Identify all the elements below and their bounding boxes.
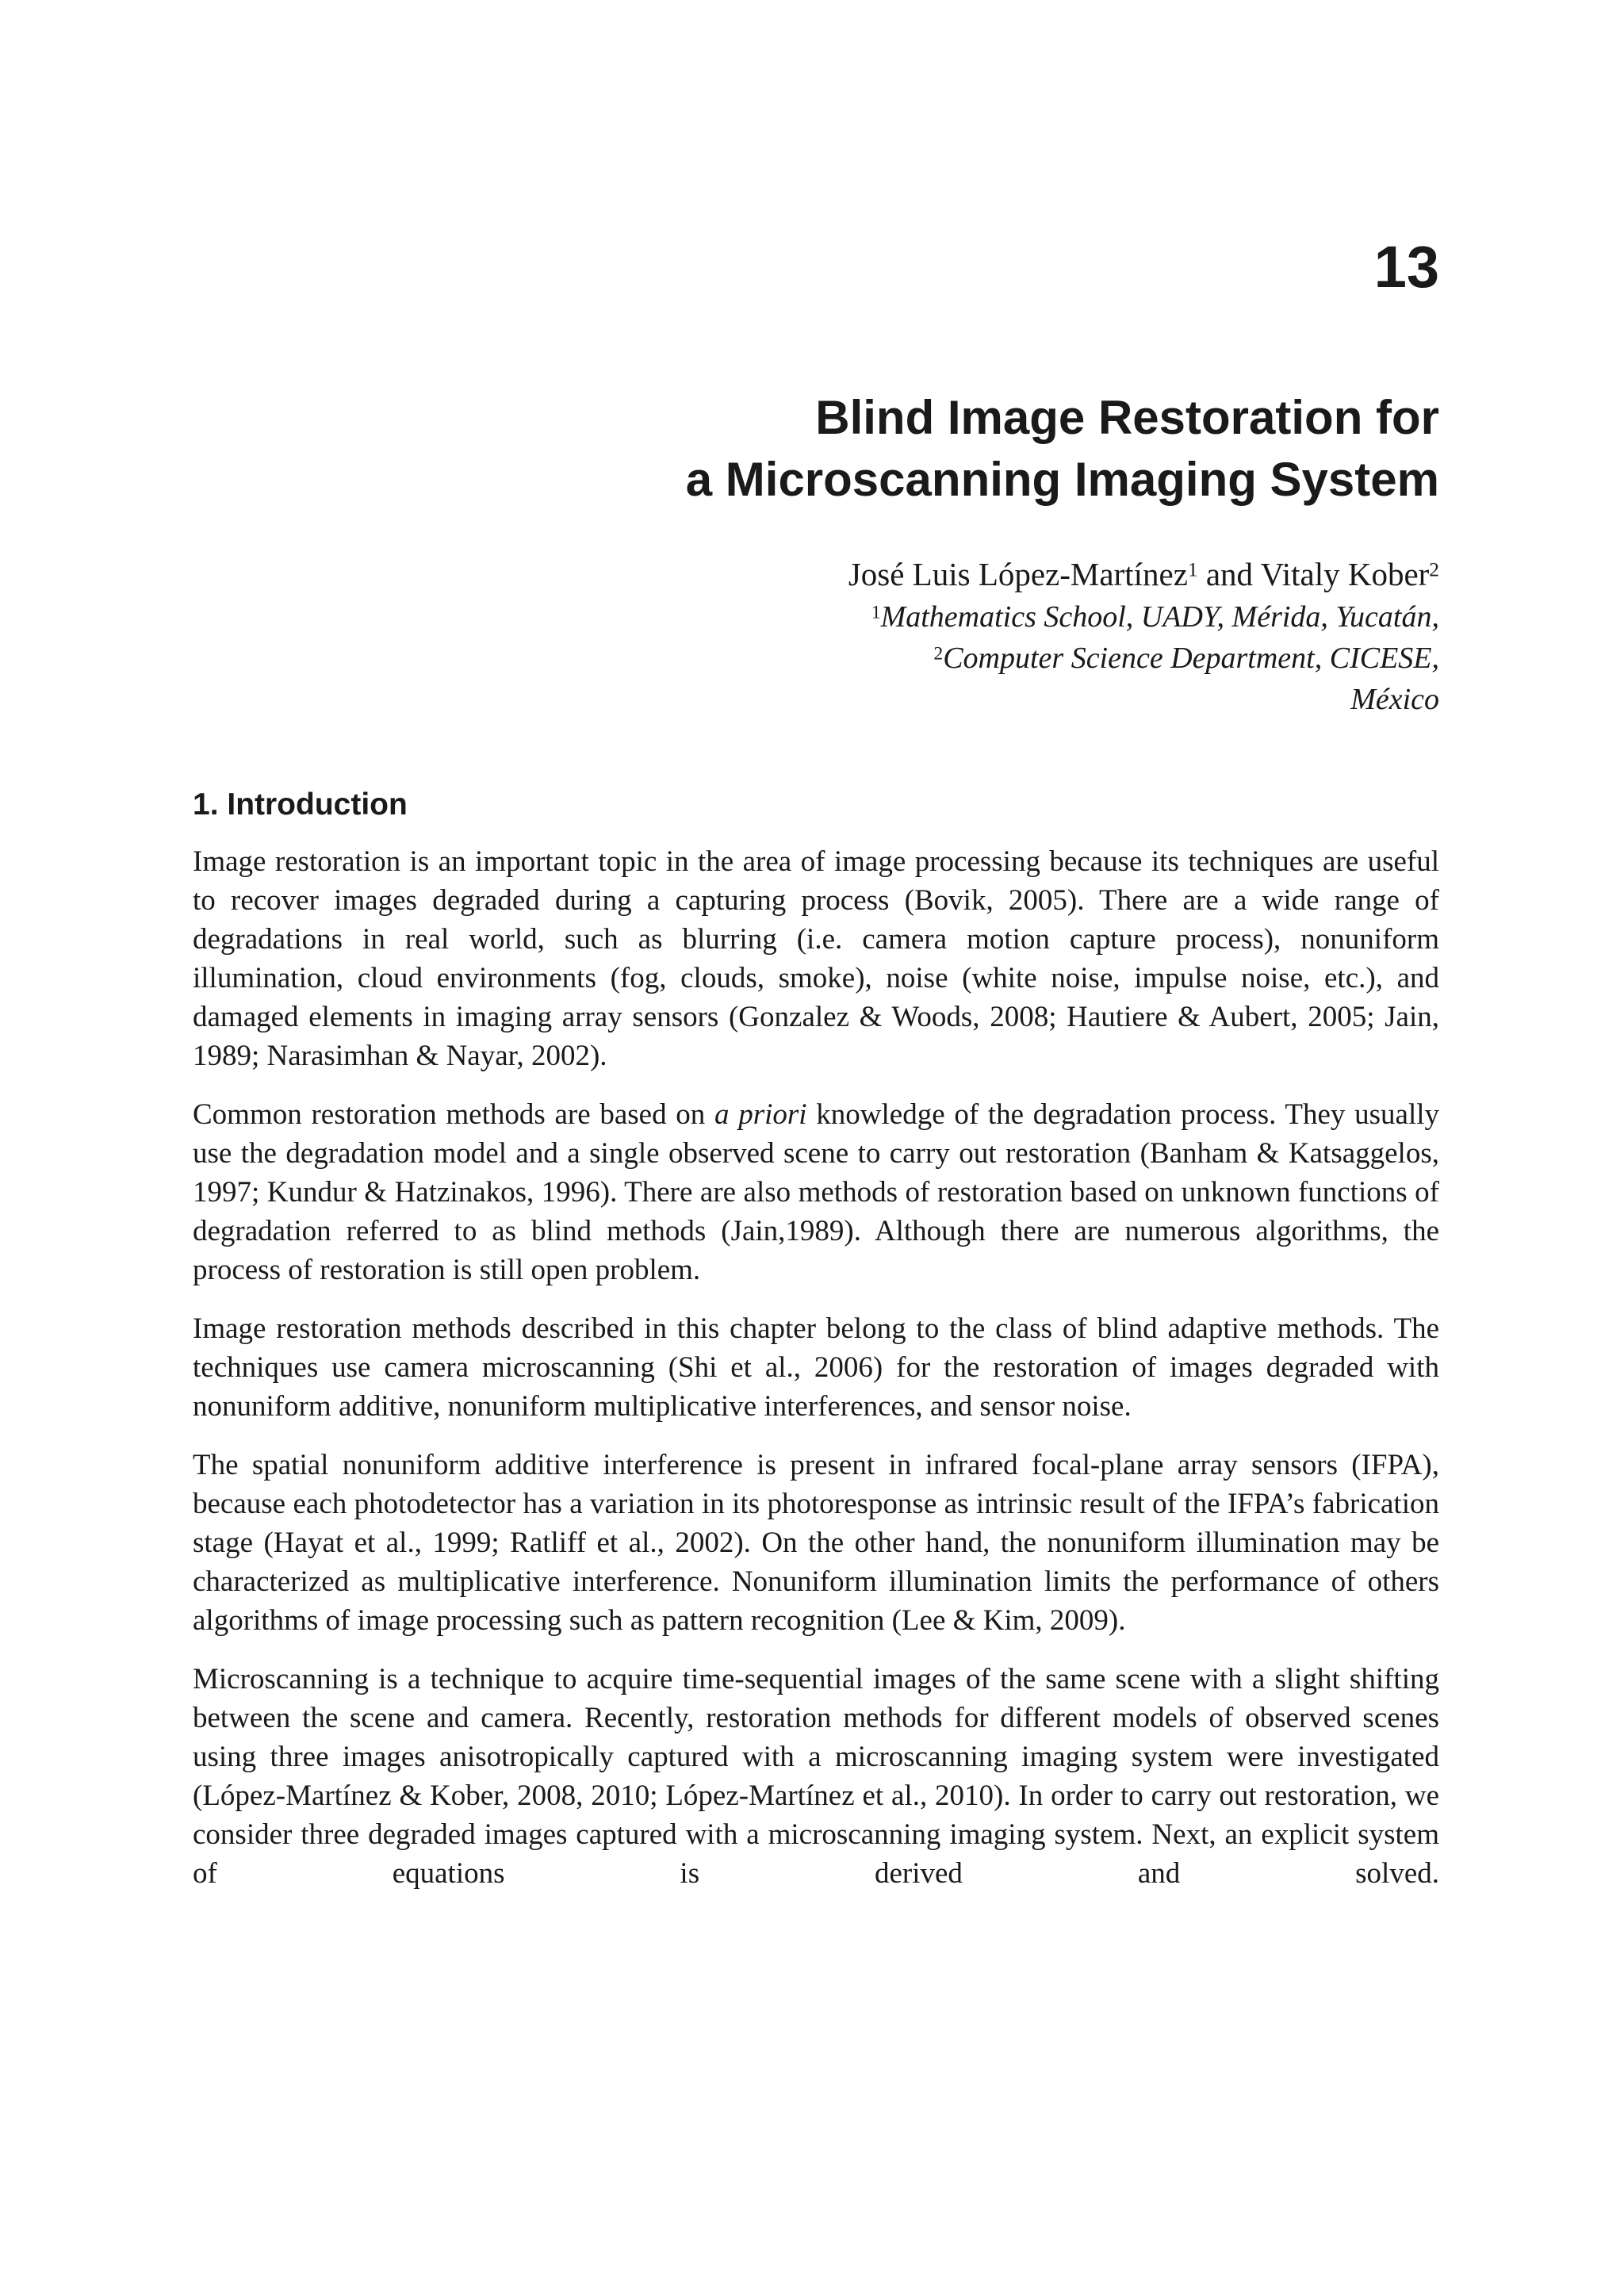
affiliation-2 (488, 638, 1439, 679)
paragraph-2-start: Common restoration methods are based on (193, 1098, 714, 1131)
paragraph-2 (193, 1095, 1439, 1289)
paragraph-2-italic-term: a priori (714, 1098, 807, 1131)
affiliation-1-mark: 1 (871, 602, 881, 623)
author-block (488, 552, 1439, 720)
paragraph-5: Microscanning is a technique to acquire time-sequential images of the same scene with a slight shifting between the scene and camera. Recently, restoration methods for different models of observed scenes using three images anisotropically captured with a microscanning imaging system were investigated (López-Martínez & Kober, 2008, 2010; López-Martínez et al., 2010). In order to carry out restoration, we consider three degraded images captured with a microscanning imaging system. Next, an explicit system of equations is derived and solved. (193, 1663, 1439, 1890)
chapter-number: 13 (1373, 234, 1439, 300)
author-1-affiliation-mark: 1 (1187, 558, 1198, 581)
author-2-affiliation-mark: 2 (1429, 558, 1439, 581)
affiliation-2-mark: 2 (933, 643, 944, 665)
body-text (193, 842, 1439, 1913)
author-2-name: Vitaly Kober (1260, 556, 1430, 592)
affiliation-1-text: Mathematics School, UADY, Mérida, Yucatán, (880, 600, 1439, 634)
paragraph-4: The spatial nonuniform additive interference is present in infrared focal-plane array sensors (IFPA), because each photodetector has a variation in its photoresponse as intrinsic result of the IFPA’s fabrication stage (Hayat et al., 1999; Ratliff et al., 2002). On the other hand, the nonuniform illumination may be characterized as multiplicative interference. Nonuniform illumination limits the performance of others algorithms of image processing such as pattern recognition (Lee & Kim, 2009). (193, 1449, 1439, 1637)
affiliation-country: México (1350, 683, 1439, 716)
section-heading-introduction: 1. Introduction (193, 787, 408, 822)
book-page (193, 0, 1439, 2291)
author-line (488, 552, 1439, 596)
affiliation-1 (488, 596, 1439, 638)
chapter-title (329, 387, 1439, 511)
paragraph-2-rest: knowledge of the degradation process. They usually use the degradation model and a single observed scene to carry out restoration (Banham & Katsaggelos, 1997; Kundur & Hatzinakos, 1996). There are also methods of restoration based on unknown functions of degradation referred to as blind methods (Jain,1989). Although there are numerous algorithms, the process of restoration is still open problem. (193, 1098, 1439, 1286)
paragraph-3: Image restoration methods described in this chapter belong to the class of blind adaptive methods. The techniques use camera microscanning (Shi et al., 2006) for the restoration of images degraded with nonuniform additive, nonuniform multiplicative interferences, and sensor noise. (193, 1312, 1439, 1423)
chapter-title-line-1: Blind Image Restoration for (815, 391, 1439, 444)
affiliation-2-text: Computer Science Department, CICESE, (943, 642, 1439, 675)
paragraph-1: Image restoration is an important topic in the area of image processing because its techniques are useful to recover images degraded during a capturing process (Bovik, 2005). There are a wide range of degradations in real world, such as blurring (i.e. camera motion capture process), nonuniform illumination, cloud environments (fog, clouds, smoke), noise (white noise, impulse noise, etc.), and damaged elements in imaging array sensors (Gonzalez & Woods, 2008; Hautiere & Aubert, 2005; Jain, 1989; Narasimhan & Nayar, 2002). (193, 845, 1439, 1072)
author-conjunction: and (1197, 556, 1261, 592)
chapter-title-line-2: a Microscanning Imaging System (685, 453, 1439, 506)
author-1-name: José Luis López-Martínez (848, 556, 1188, 592)
